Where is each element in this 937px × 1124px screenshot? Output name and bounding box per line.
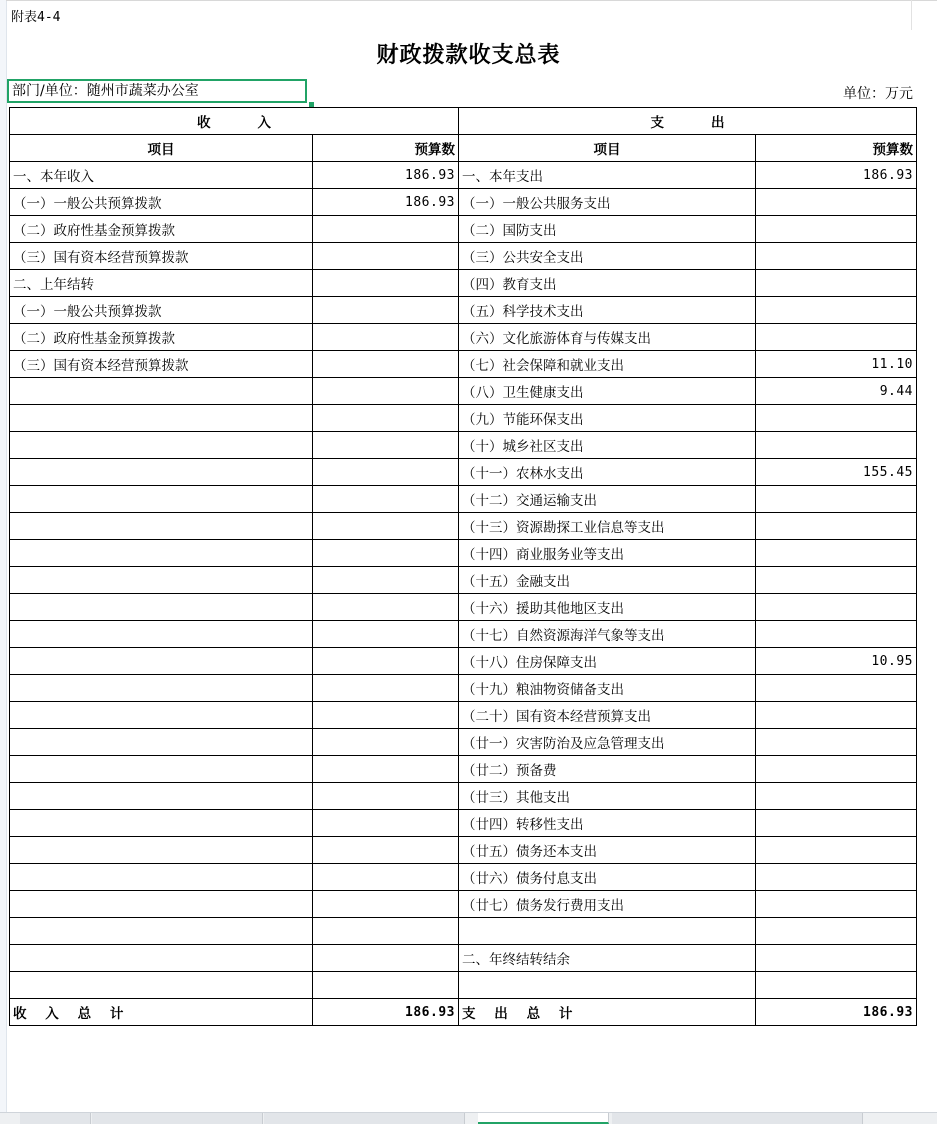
table-row [10, 756, 917, 783]
expense-value-cell[interactable] [756, 297, 917, 324]
expense-item-cell[interactable]: （十二）交通运输支出 [459, 486, 756, 513]
income-value-cell[interactable] [313, 297, 459, 324]
expense-item-cell[interactable] [459, 972, 756, 999]
income-item-cell[interactable] [10, 378, 313, 405]
expense-item-cell[interactable]: （九）节能环保支出 [459, 405, 756, 432]
income-item-cell[interactable] [10, 594, 313, 621]
expense-value-cell[interactable] [756, 540, 917, 567]
income-item-cell[interactable]: （一）一般公共预算拨款 [10, 297, 313, 324]
expense-section-header[interactable]: 支 出 [459, 108, 917, 135]
table-row [10, 891, 917, 918]
income-item-cell[interactable]: （三）国有资本经营预算拨款 [10, 243, 313, 270]
income-item-cell[interactable]: 二、上年结转 [10, 270, 313, 297]
table-row [10, 513, 917, 540]
table-row [10, 594, 917, 621]
table-row [10, 189, 917, 216]
expense-item-cell[interactable]: （廿五）债务还本支出 [459, 837, 756, 864]
expense-item-cell[interactable]: （十一）农林水支出 [459, 459, 756, 486]
expense-item-cell[interactable]: （二十）国有资本经营预算支出 [459, 702, 756, 729]
income-value-cell[interactable] [313, 432, 459, 459]
expense-value-cell[interactable] [756, 837, 917, 864]
expense-value-cell[interactable] [756, 324, 917, 351]
income-value-cell[interactable]: 186.93 [313, 189, 459, 216]
sheet-tab[interactable] [92, 1113, 263, 1124]
income-item-cell[interactable] [10, 783, 313, 810]
expense-value-cell[interactable] [756, 810, 917, 837]
expense-item-cell[interactable]: （十七）自然资源海洋气象等支出 [459, 621, 756, 648]
department-cell[interactable]: 部门/单位：随州市蔬菜办公室 [7, 79, 307, 103]
expense-item-cell[interactable]: （十四）商业服务业等支出 [459, 540, 756, 567]
income-item-cell[interactable] [10, 918, 313, 945]
expense-total-label[interactable]: 支 出 总 计 [459, 999, 756, 1026]
expense-item-cell[interactable]: （十八）住房保障支出 [459, 648, 756, 675]
row-header-gutter [0, 0, 7, 1112]
expense-item-cell[interactable] [459, 918, 756, 945]
income-value-cell[interactable] [313, 567, 459, 594]
expense-item-cell[interactable]: （五）科学技术支出 [459, 297, 756, 324]
expense-value-cell[interactable] [756, 864, 917, 891]
expense-item-cell[interactable]: （三）公共安全支出 [459, 243, 756, 270]
expense-value-cell[interactable] [756, 243, 917, 270]
table-row [10, 972, 917, 999]
income-budget-header[interactable]: 预算数 [313, 135, 459, 162]
income-value-cell[interactable] [313, 324, 459, 351]
expense-item-cell[interactable]: （二）国防支出 [459, 216, 756, 243]
income-value-cell[interactable] [313, 594, 459, 621]
income-value-cell[interactable] [313, 378, 459, 405]
sheet-tab-active[interactable] [478, 1113, 609, 1124]
income-value-cell[interactable] [313, 648, 459, 675]
income-item-cell[interactable] [10, 891, 313, 918]
table-row [10, 405, 917, 432]
income-value-cell[interactable] [313, 972, 459, 999]
expense-item-cell[interactable]: （一）一般公共服务支出 [459, 189, 756, 216]
table-row [10, 486, 917, 513]
expense-total-value[interactable]: 186.93 [756, 999, 917, 1026]
table-row [10, 243, 917, 270]
income-value-cell[interactable] [313, 486, 459, 513]
income-value-cell[interactable] [313, 864, 459, 891]
expense-value-cell[interactable] [756, 945, 917, 972]
income-value-cell[interactable] [313, 540, 459, 567]
expense-item-cell[interactable]: （七）社会保障和就业支出 [459, 351, 756, 378]
income-item-cell[interactable]: （二）政府性基金预算拨款 [10, 324, 313, 351]
table-row [10, 864, 917, 891]
income-value-cell[interactable] [313, 270, 459, 297]
appendix-label[interactable]: 附表4-4 [11, 10, 61, 25]
table-row [10, 540, 917, 567]
income-value-cell[interactable]: 186.93 [313, 162, 459, 189]
expense-item-cell[interactable]: （廿一）灾害防治及应急管理支出 [459, 729, 756, 756]
sheet-tab[interactable] [612, 1113, 863, 1124]
expense-item-cell[interactable]: （十五）金融支出 [459, 567, 756, 594]
income-item-cell[interactable] [10, 567, 313, 594]
table-row [10, 567, 917, 594]
table-row [10, 351, 917, 378]
expense-value-cell[interactable] [756, 918, 917, 945]
income-value-cell[interactable] [313, 702, 459, 729]
expense-value-cell[interactable] [756, 567, 917, 594]
expense-item-cell[interactable]: （廿六）债务付息支出 [459, 864, 756, 891]
income-value-cell[interactable] [313, 810, 459, 837]
expense-value-cell[interactable] [756, 783, 917, 810]
income-section-header[interactable]: 收 入 [10, 108, 459, 135]
expense-value-cell[interactable] [756, 486, 917, 513]
income-item-cell[interactable] [10, 513, 313, 540]
table-row [10, 324, 917, 351]
expense-item-cell[interactable]: （十）城乡社区支出 [459, 432, 756, 459]
expense-value-cell[interactable] [756, 594, 917, 621]
table-row [10, 270, 917, 297]
income-value-cell[interactable] [313, 216, 459, 243]
expense-value-cell[interactable] [756, 972, 917, 999]
income-value-cell[interactable] [313, 621, 459, 648]
expense-item-cell[interactable]: （十三）资源勘探工业信息等支出 [459, 513, 756, 540]
top-gridline [6, 0, 937, 1]
income-value-cell[interactable] [313, 459, 459, 486]
income-total-value[interactable]: 186.93 [313, 999, 459, 1026]
income-value-cell[interactable] [313, 729, 459, 756]
table-row [10, 297, 917, 324]
expense-value-cell[interactable] [756, 675, 917, 702]
income-item-cell[interactable] [10, 972, 313, 999]
expense-value-cell[interactable] [756, 621, 917, 648]
income-value-cell[interactable] [313, 243, 459, 270]
expense-value-cell[interactable] [756, 756, 917, 783]
income-item-cell[interactable] [10, 945, 313, 972]
expense-item-cell[interactable]: （十九）粮油物资储备支出 [459, 675, 756, 702]
income-item-cell[interactable]: 一、本年收入 [10, 162, 313, 189]
expense-value-cell[interactable] [756, 405, 917, 432]
income-value-cell[interactable] [313, 675, 459, 702]
expense-item-cell[interactable]: （廿二）预备费 [459, 756, 756, 783]
expense-item-cell[interactable]: （四）教育支出 [459, 270, 756, 297]
income-item-cell[interactable] [10, 432, 313, 459]
income-item-cell[interactable]: （三）国有资本经营预算拨款 [10, 351, 313, 378]
expense-value-cell[interactable]: 186.93 [756, 162, 917, 189]
column-gridline [911, 0, 912, 30]
income-value-cell[interactable] [313, 891, 459, 918]
expense-item-cell[interactable]: 二、年终结转结余 [459, 945, 756, 972]
expense-value-cell[interactable] [756, 891, 917, 918]
income-value-cell[interactable] [313, 351, 459, 378]
income-item-cell[interactable] [10, 675, 313, 702]
expense-value-cell[interactable] [756, 702, 917, 729]
income-item-cell[interactable] [10, 810, 313, 837]
expense-value-cell[interactable]: 155.45 [756, 459, 917, 486]
income-value-cell[interactable] [313, 945, 459, 972]
income-value-cell[interactable] [313, 918, 459, 945]
expense-value-cell[interactable] [756, 216, 917, 243]
income-item-header[interactable]: 项目 [10, 135, 313, 162]
income-value-cell[interactable] [313, 756, 459, 783]
budget-table [9, 107, 917, 1026]
expense-value-cell[interactable] [756, 189, 917, 216]
expense-item-cell[interactable]: 一、本年支出 [459, 162, 756, 189]
expense-value-cell[interactable]: 11.10 [756, 351, 917, 378]
table-row [10, 729, 917, 756]
income-item-cell[interactable] [10, 837, 313, 864]
table-row [10, 918, 917, 945]
expense-item-cell[interactable]: （廿七）债务发行费用支出 [459, 891, 756, 918]
income-item-cell[interactable]: （一）一般公共预算拨款 [10, 189, 313, 216]
expense-item-cell[interactable]: （廿四）转移性支出 [459, 810, 756, 837]
sheet-tab-bar [0, 1112, 937, 1124]
table-row [10, 648, 917, 675]
table-body [10, 162, 917, 999]
table-row [10, 459, 917, 486]
totals-row [10, 999, 917, 1026]
expense-item-header[interactable]: 项目 [459, 135, 756, 162]
income-item-cell[interactable] [10, 540, 313, 567]
expense-value-cell[interactable] [756, 432, 917, 459]
expense-value-cell[interactable] [756, 729, 917, 756]
income-item-cell[interactable] [10, 648, 313, 675]
sheet-tab[interactable] [20, 1113, 91, 1124]
table-row [10, 216, 917, 243]
income-item-cell[interactable] [10, 756, 313, 783]
table-row [10, 783, 917, 810]
income-value-cell[interactable] [313, 783, 459, 810]
unit-label[interactable]: 单位：万元 [843, 86, 913, 102]
table-row [10, 378, 917, 405]
page-title[interactable]: 财政拨款收支总表 [376, 42, 561, 68]
income-item-cell[interactable] [10, 621, 313, 648]
income-item-cell[interactable] [10, 729, 313, 756]
income-item-cell[interactable] [10, 486, 313, 513]
income-item-cell[interactable] [10, 405, 313, 432]
income-value-cell[interactable] [313, 837, 459, 864]
expense-item-cell[interactable]: （廿三）其他支出 [459, 783, 756, 810]
table-row [10, 432, 917, 459]
expense-item-cell[interactable]: （六）文化旅游体育与传媒支出 [459, 324, 756, 351]
table-row [10, 675, 917, 702]
income-item-cell[interactable] [10, 864, 313, 891]
table-row [10, 810, 917, 837]
expense-value-cell[interactable] [756, 270, 917, 297]
table-row [10, 945, 917, 972]
income-item-cell[interactable]: （二）政府性基金预算拨款 [10, 216, 313, 243]
table-row [10, 162, 917, 189]
expense-item-cell[interactable]: （十六）援助其他地区支出 [459, 594, 756, 621]
expense-budget-header[interactable]: 预算数 [756, 135, 917, 162]
income-value-cell[interactable] [313, 513, 459, 540]
expense-value-cell[interactable] [756, 513, 917, 540]
expense-value-cell[interactable]: 9.44 [756, 378, 917, 405]
income-total-label[interactable]: 收 入 总 计 [10, 999, 313, 1026]
income-item-cell[interactable] [10, 702, 313, 729]
expense-item-cell[interactable]: （八）卫生健康支出 [459, 378, 756, 405]
table-row [10, 702, 917, 729]
table-row [10, 621, 917, 648]
income-item-cell[interactable] [10, 459, 313, 486]
income-value-cell[interactable] [313, 405, 459, 432]
table-row [10, 837, 917, 864]
expense-value-cell[interactable]: 10.95 [756, 648, 917, 675]
sheet-tab[interactable] [264, 1113, 465, 1124]
